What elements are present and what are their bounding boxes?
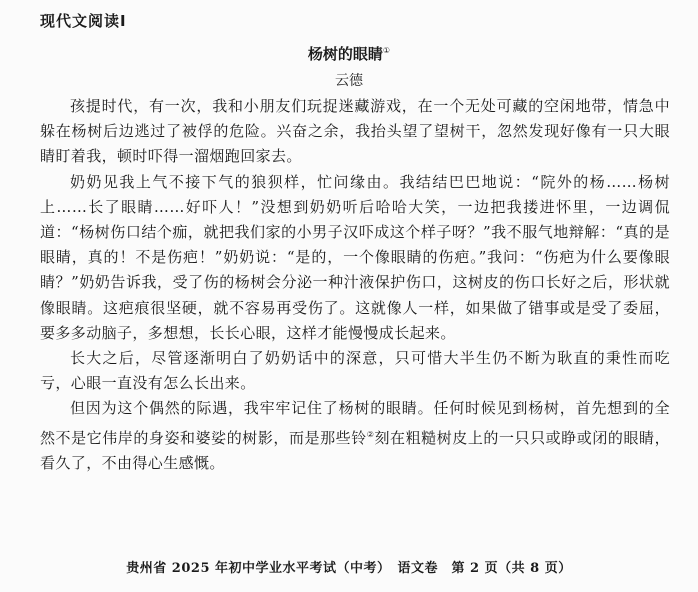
- page-footer: 贵州省 2025 年初中学业水平考试（中考） 语文卷 第 2 页（共 8 页）: [126, 561, 572, 576]
- paragraph-1: [40, 94, 670, 170]
- section-title: 现代文阅读Ⅰ: [40, 12, 127, 30]
- article-body: [40, 94, 670, 476]
- paragraph-3: [40, 346, 670, 396]
- title-footnote-marker: ①: [382, 46, 391, 55]
- paragraph-3-text: 长大之后，尽管逐渐明白了奶奶话中的深意，只可惜大半生仍不断为耿直的秉性而吃亏，心眼一直没有怎么长出来。: [40, 349, 670, 393]
- paragraph-4: [40, 396, 670, 476]
- paragraph-1-text: 孩提时代，有一次，我和小朋友们玩捉迷藏游戏，在一个无处可藏的空闲地带，情急中躲在杨树后边逃过了被俘的危险。兴奋之余，我抬头望了望树干，忽然发现好像有一只大眼睛盯着我，顿时吓得一溜烟跑回家去。: [40, 97, 670, 166]
- paragraph-4-text-b: 刻在粗糙树皮上的一只只或睁或闭的眼睛，看久了，不由得心生感慨。: [40, 428, 670, 472]
- footnote-marker-2: ②: [366, 429, 375, 439]
- article-title-text: 杨树的眼睛: [307, 45, 383, 63]
- paragraph-4-text-a: 但因为这个偶然的际遇，我牢牢记住了杨树的眼睛。任何时候见到杨树，首先想到的全然不是它伟岸的身姿和婆娑的树影，而是那些铃: [40, 399, 670, 447]
- article-author: 云德: [335, 73, 363, 89]
- paragraph-2-text: 奶奶见我上气不接下气的狼狈样，忙问缘由。我结结巴巴地说：“院外的杨……杨树上……长了眼睛……好吓人！”没想到奶奶听后哈哈大笑，一边把我搂进怀里，一边调侃道：“杨树伤口结个痂，就把我们家的小男子汉吓成这个样子呀？”我不服气地辩解：“真的是眼睛，真的！不是伤疤！”奶奶说：“是的，一个像眼睛的伤疤。”我问：“伤疤为什么要像眼睛？”奶奶告诉我，受了伤的杨树会分泌一种汁液保护伤口，这树皮的伤口长好之后，形状就像眼睛。这疤痕很坚硬，就不容易再受伤了。这就像人一样，如果做了错事或是受了委屈，要多多动脑子，多想想，长长心眼，这样才能慢慢成长起来。: [40, 172, 670, 342]
- paragraph-2: [40, 170, 670, 346]
- article-title: [0, 43, 698, 64]
